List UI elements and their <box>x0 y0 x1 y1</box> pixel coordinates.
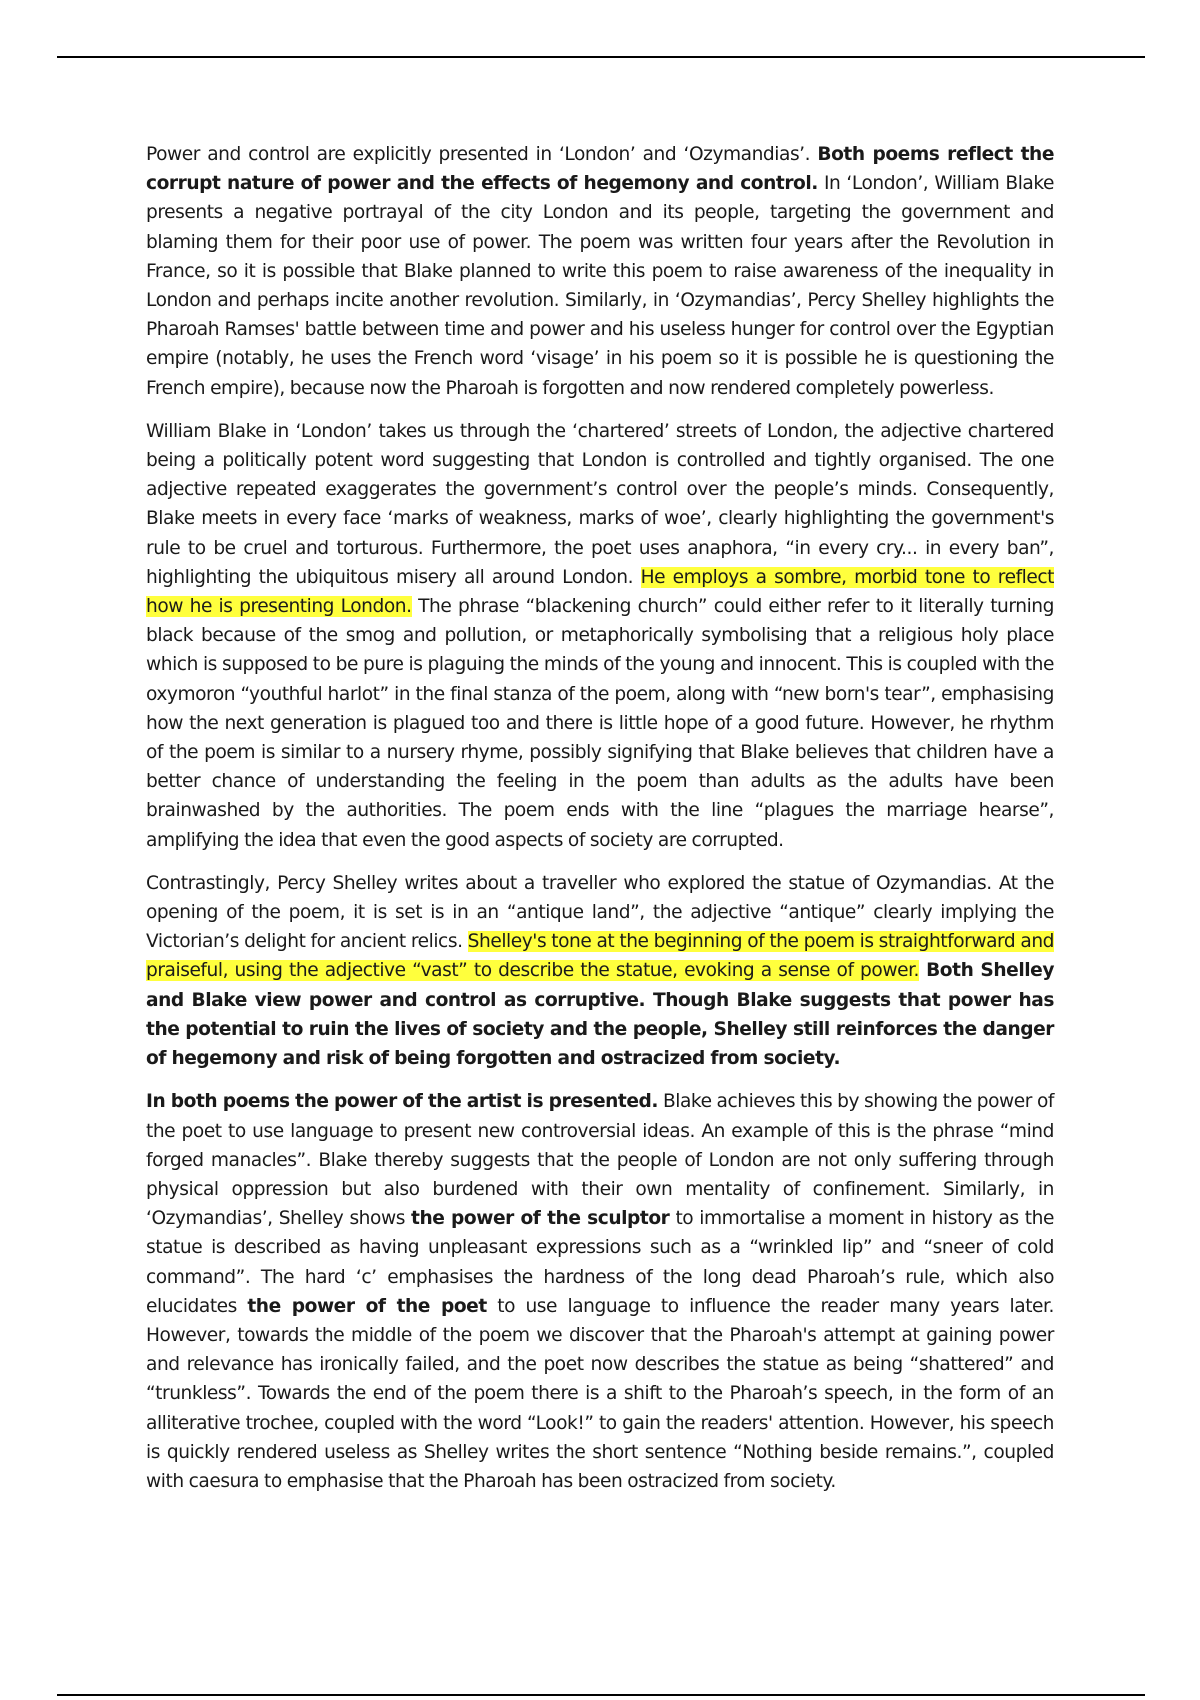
paragraph-3 <box>146 869 1054 1073</box>
text-segment: Blake achieves this by showing the power of the poet to use language to present new controversial ideas. An example of this is the phrase “mind forged manacles”. Blake thereby suggests that the people of London are not only suffering through physical oppression but also burdened with their own mentality of confinement. Similarly, in ‘Ozymandias’, Shelley shows <box>146 1091 1054 1230</box>
highlighted-text-segment: He employs a sombre, morbid tone to reflect how he is presenting London. <box>146 566 1054 618</box>
paragraph-1 <box>146 140 1054 403</box>
text-segment: In ‘London’, William Blake presents a negative portrayal of the city London and its people, targeting the government and blaming them for their poor use of power. The poem was written four years after the Revolution in France, so it is possible that Blake planned to write this poem to raise awareness of the inequality in London and perhaps incite another revolution. Similarly, in ‘Ozymandias’, Percy Shelley highlights the Pharoah Ramses' battle between time and power and his useless hunger for control over the Egyptian empire (notably, he uses the French word ‘visage’ in his poem so it is possible he is questioning the French empire), because now the Pharoah is forgotten and now rendered completely powerless. <box>146 173 1055 399</box>
highlighted-text-segment: Shelley's tone at the beginning of the poem is straightforward and praiseful, using the adjective “vast” to describe the statue, evoking a sense of power. <box>146 931 1055 982</box>
bold-text-segment: In both poems the power of the artist is presented. <box>146 1091 658 1113</box>
text-segment: Contrastingly, Percy Shelley writes about a traveller who explored the statue of Ozymandias. At the opening of the poem, it is set is in an “antique land”, the adjective “antique” clearly implying the Victorian’s delight for ancient relics. <box>146 872 1054 953</box>
bold-text-segment: Both poems reflect the corrupt nature of power and the effects of hegemony and control. <box>146 144 1055 195</box>
paragraph-2 <box>146 417 1054 855</box>
top-rule <box>57 56 1145 58</box>
text-segment: Power and control are explicitly presented in ‘London’ and ‘Ozymandias’. <box>146 144 818 165</box>
text-segment: The phrase “blackening church” could either refer to it literally turning black because of the smog and pollution, or metaphorically symbolising that a religious holy place which is supposed to be pure is plaguing the minds of the young and innocent. This is coupled with the oxymoron “youthful harlot” in the final stanza of the poem, along with “new born's tear”, emphasising how the next generation is plagued too and there is little hope of a good future. However, he rhythm of the poem is similar to a nursery rhyme, possibly signifying that Blake believes that children have a better chance of understanding the feeling in the poem than adults as the adults have been brainwashed by the authorities. The poem ends with the line “plagues the marriage hearse”, amplifying the idea that even the good aspects of society are corrupted. <box>146 596 1054 851</box>
paragraph-4 <box>146 1087 1054 1496</box>
text-segment: to use language to influence the reader many years later. However, towards the middle of the poem we discover that the Pharoah's attempt at gaining power and relevance has ironically failed, and the poet now describes the statue as being “shattered” and “trunkless”. Towards the end of the poem there is a shift to the Pharoah’s speech, in the form of an alliterative trochee, coupled with the word “Look!” to gain the readers' attention. However, his speech is quickly rendered useless as Shelley writes the short sentence “Nothing beside remains.”, coupled with caesura to emphasise that the Pharoah has been ostracized from society. <box>146 1295 1054 1492</box>
bold-text-segment: the power of the sculptor <box>411 1208 670 1230</box>
bottom-rule <box>57 1694 1145 1696</box>
text-segment: William Blake in ‘London’ takes us through the ‘chartered’ streets of London, the adjective chartered being a politically potent word suggesting that London is controlled and tightly organised. The one adjective repeated exaggerates the government’s control over the people’s minds. Consequently, Blake meets in every face ‘marks of weakness, marks of woe’, clearly highlighting the government's rule to be cruel and torturous. Furthermore, the poet uses anaphora, “in every cry... in every ban”, highlighting the ubiquitous misery all around London. <box>146 420 1054 588</box>
document-body <box>146 140 1054 1510</box>
bold-text-segment: Both Shelley and Blake view power and control as corruptive. Though Blake suggests that power has the potential to ruin the lives of society and the people, Shelley still reinforces the danger of hegemony and risk of being forgotten and ostracized from society. <box>146 960 1054 1070</box>
bold-text-segment: the power of the poet <box>247 1295 487 1317</box>
text-segment: to immortalise a moment in history as the statue is described as having unpleasant expressions such as a “wrinkled lip” and “sneer of cold command”. The hard ‘c’ emphasises the hardness of the long dead Pharoah’s rule, which also elucidates <box>146 1208 1054 1317</box>
